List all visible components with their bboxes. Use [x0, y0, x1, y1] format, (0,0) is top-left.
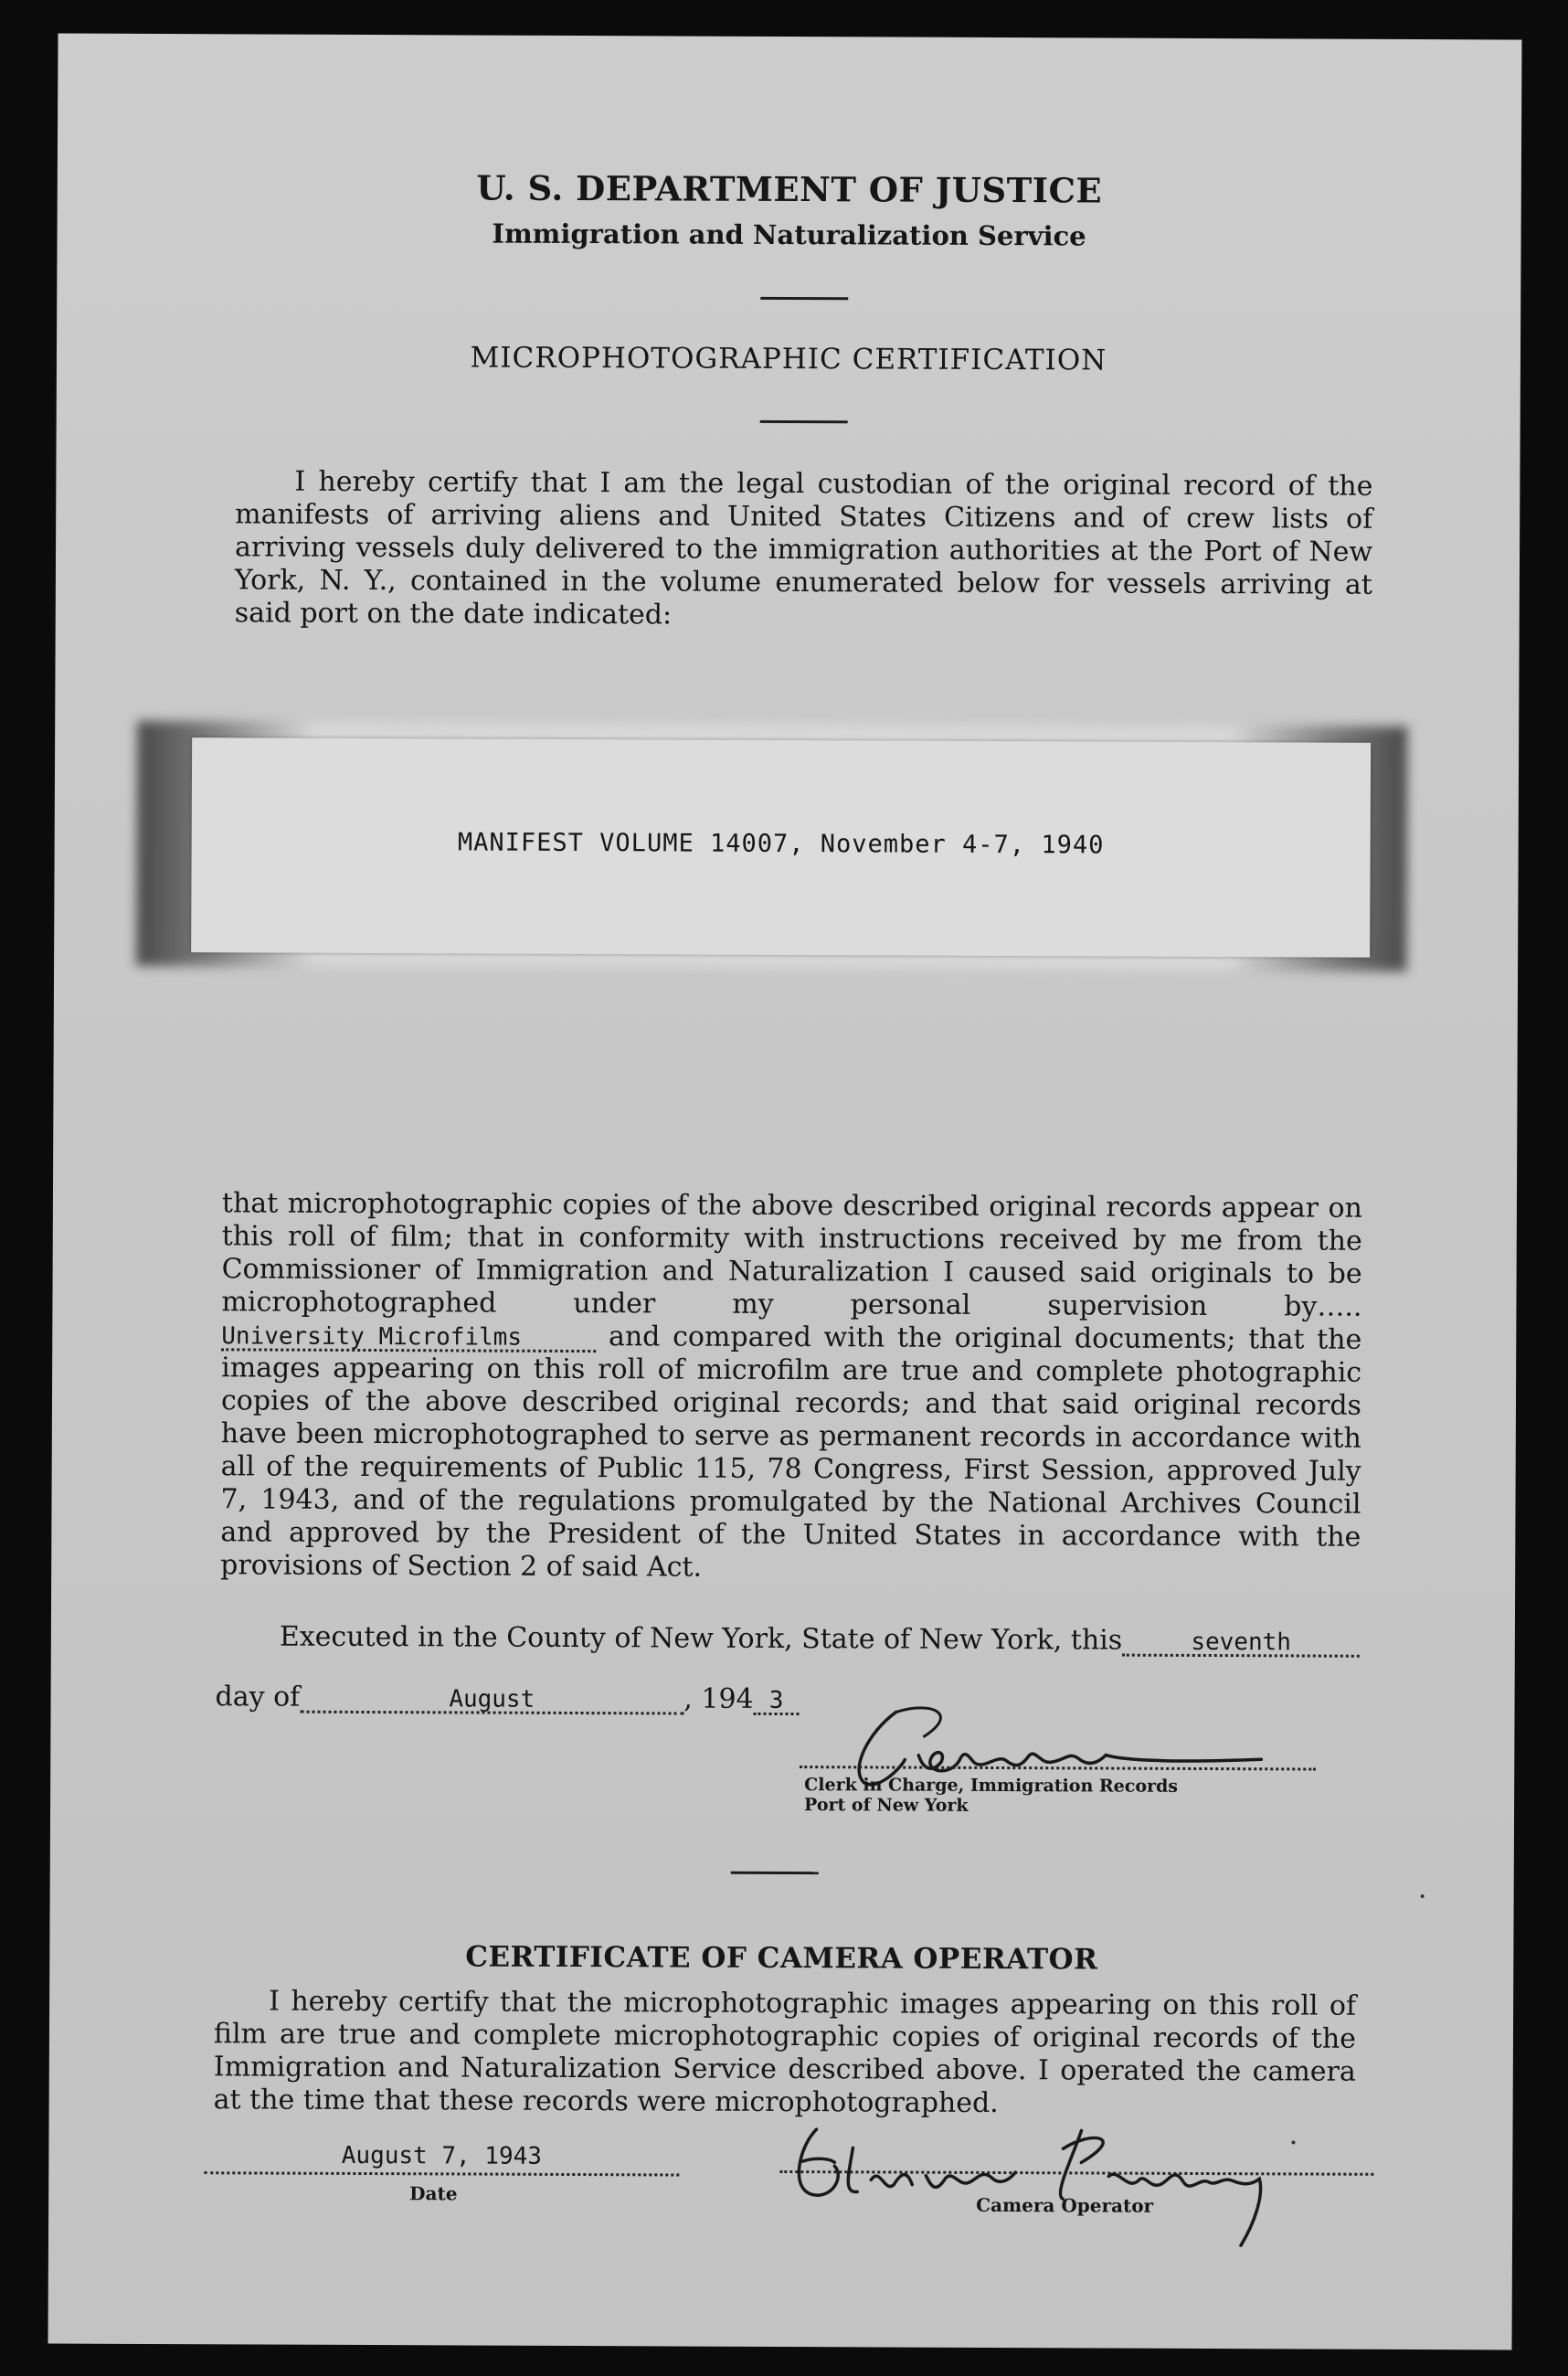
year-prefix: , 194: [683, 1682, 754, 1715]
department-subtitle: Immigration and Naturalization Service: [492, 217, 1086, 252]
camera-operator-signature: [779, 2093, 1374, 2251]
filmed-by-field: University Microfilms: [221, 1324, 596, 1352]
filmed-by-leader: …..: [1317, 1290, 1362, 1323]
manifest-slip: [191, 737, 1371, 958]
divider-rule: [760, 420, 848, 423]
clerk-caption: [804, 1775, 1178, 1817]
body-text-part1: that microphotographic copies of the above described original records appear on this roll of film; that in conformity with instructions received by me from the Commissioner of Immigration and Naturalization I caused said originals to be microphotographed under my personal supervision by: [221, 1187, 1363, 1323]
execution-year-field: 3: [754, 1689, 800, 1715]
dust-speck: [1421, 1894, 1425, 1898]
camera-date-field: August 7, 1943: [204, 2140, 679, 2176]
manifest-volume-text: MANIFEST VOLUME 14007, November 4-7, 1940: [457, 828, 1105, 860]
certification-heading: MICROPHOTOGRAPHIC CERTIFICATION: [470, 341, 1107, 377]
execution-month-field: August: [300, 1687, 683, 1715]
execution-prefix: Executed in the County of New York, State of New York, this: [279, 1620, 1123, 1657]
date-label: Date: [409, 2182, 458, 2205]
clerk-title: Clerk in Charge, Immigration Records: [804, 1775, 1179, 1797]
divider-rule: [760, 297, 848, 300]
clerk-port: Port of New York: [804, 1795, 969, 1816]
certificate-page: [48, 34, 1521, 2350]
camera-operator-label: Camera Operator: [976, 2193, 1154, 2217]
body-text-part2: and compared with the original documents; that the images appearing on this roll of microfilm are true and complete photographic copies of the above described original records; and that said original records have been microphotographed to serve as permanent records in accordance with all of the requirements of Public 115, 78 Congress, First Session, approved July 7, 1943, and of the regulations promulgated by the National Archives Council and approved by the President of the United States in accordance with the provisions of Section 2 of said Act.: [220, 1321, 1362, 1584]
department-title: U. S. DEPARTMENT OF JUSTICE: [476, 167, 1103, 211]
execution-day-field: seventh: [1122, 1630, 1360, 1658]
intro-paragraph: I hereby certify that I am the legal custodian of the original record of the manifests of arriving aliens and United States Citizens and of crew lists of arriving vessels duly delivered to the immigration authorities at the Port of New York, N. Y., contained in the volume enumerated below for vessels arriving at said port on the date indicated:: [234, 465, 1373, 631]
camera-operator-paragraph: I hereby certify that the microphotographic images appearing on this roll of film are true and complete microphotographic copies of original records of the Immigration and Naturalization Service described above. I operated the camera at the time that these records were microphotographed.: [213, 1985, 1357, 2120]
body-paragraph: [220, 1187, 1362, 1586]
dust-speck: [1291, 2140, 1295, 2144]
divider-rule: [731, 1872, 819, 1874]
camera-operator-heading: CERTIFICATE OF CAMERA OPERATOR: [465, 1940, 1098, 1977]
execution-line: [280, 1621, 1422, 1658]
day-of-label: day of: [215, 1681, 301, 1713]
